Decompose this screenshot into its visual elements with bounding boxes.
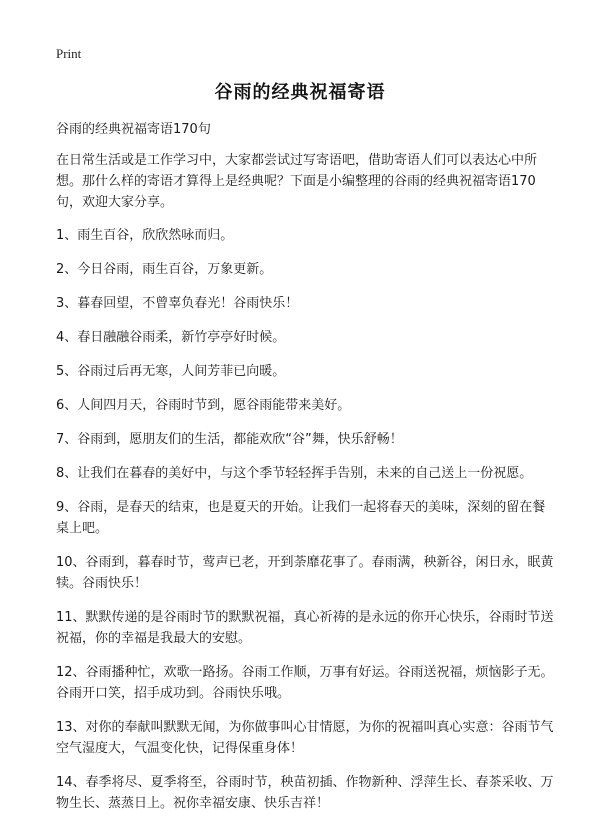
article-subtitle: 谷雨的经典祝福寄语170句	[56, 122, 211, 137]
list-item: 2、今日谷雨，雨生百谷，万象更新。	[56, 262, 273, 277]
list-item: 7、谷雨到，愿朋友们的生活，都能欢欣“谷”舞，快乐舒畅！	[56, 432, 403, 447]
article-body	[56, 119, 556, 827]
list-item: 11、默默传递的是谷雨时节的默默祝福，真心祈祷的是永远的你开心快乐，谷雨时节送祝福，你的幸福是我最大的安慰。	[56, 610, 554, 646]
list-item: 9、谷雨，是春天的结束，也是夏天的开始。让我们一起将春天的美味，深刻的留在餐桌上吧。	[56, 500, 546, 536]
list-item: 3、暮春回望，不曾辜负春光！谷雨快乐！	[56, 296, 299, 311]
intro-paragraph: 在日常生活或是工作学习中，大家都尝试过写寄语吧，借助寄语人们可以表达心中所想。那什么样的寄语才算得上是经典呢？下面是小编整理的谷雨的经典祝福寄语170句，欢迎大家分享。	[56, 153, 538, 210]
print-link[interactable]: Print	[56, 46, 82, 61]
list-item: 6、人间四月天，谷雨时节到，愿谷雨能带来美好。	[56, 398, 351, 413]
list-item: 10、谷雨到，暮春时节，莺声已老，开到荼靡花事了。春雨满，秧新谷，闲日永，眠黄犊。谷雨快乐！	[56, 555, 554, 591]
list-item: 13、对你的奉献叫默默无闻，为你做事叫心甘情愿，为你的祝福叫真心实意：谷雨节气空气湿度大，气温变化快，记得保重身体！	[56, 720, 554, 756]
list-item: 5、谷雨过后再无寒，人间芳菲已向暖。	[56, 364, 286, 379]
list-item: 1、雨生百谷，欣欣然咏而归。	[56, 228, 234, 243]
page-title: 谷雨的经典祝福寄语	[214, 82, 386, 103]
list-item: 8、让我们在暮春的美好中，与这个季节轻轻挥手告别，未来的自己送上一份祝愿。	[56, 466, 533, 481]
list-item: 4、春日融融谷雨柔，新竹亭亭好时候。	[56, 330, 286, 345]
list-item: 12、谷雨播种忙，欢歌一路扬。谷雨工作顺，万事有好运。谷雨送祝福，烦恼影子无。谷雨开口笑，招手成功到。谷雨快乐哦。	[56, 665, 554, 701]
list-item: 14、春季将尽、夏季将至，谷雨时节，秧苗初插、作物新种、浮萍生长、春茶采收、万物生长、蒸蒸日上。祝你幸福安康、快乐吉祥！	[56, 775, 554, 811]
